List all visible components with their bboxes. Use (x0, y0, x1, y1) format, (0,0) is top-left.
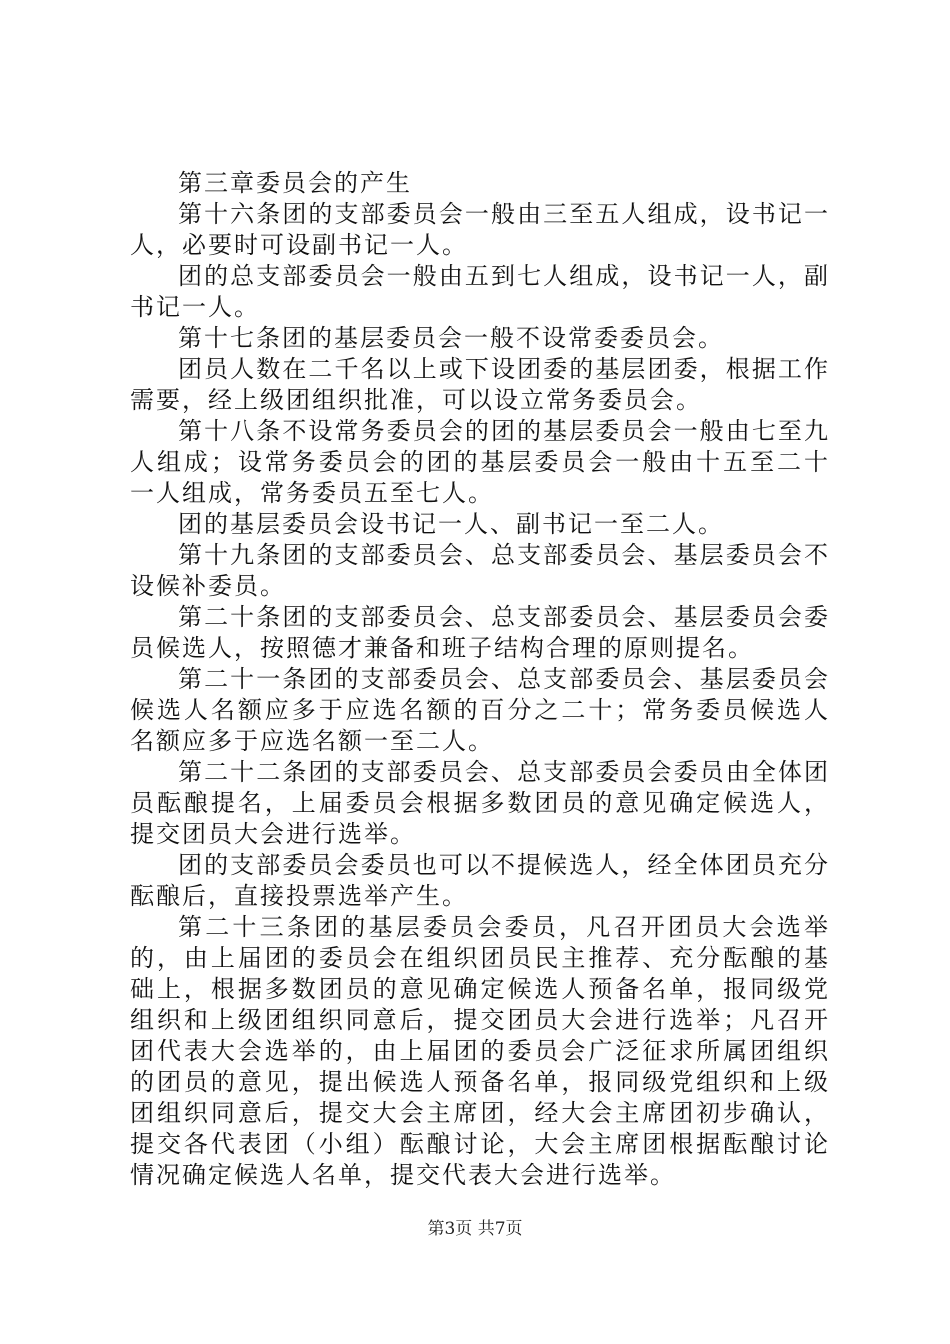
article-17: 第十七条团的基层委员会一般不设常委委员会。 (178, 324, 724, 352)
article-18-paragraph-2: 团的基层委员会设书记一人、副书记一至二人。 (178, 510, 724, 538)
article-18: 第十八条不设常务委员会的团的基层委员会一般由七至九人组成；设常务委员会的团的基层委员会一般由十五至二十一人组成，常务委员五至七人。 (130, 417, 830, 507)
page-footer: 第3页 共7页 (427, 1219, 523, 1239)
article-22: 第二十二条团的支部委员会、总支部委员会委员由全体团员酝酿提名，上届委员会根据多数团员的意见确定候选人，提交团员大会进行选举。 (130, 758, 830, 848)
article-16-paragraph-2: 团的总支部委员会一般由五到七人组成，设书记一人，副书记一人。 (130, 262, 830, 321)
article-21: 第二十一条团的支部委员会、总支部委员会、基层委员会候选人名额应多于应选名额的百分之二十；常务委员候选人名额应多于应选名额一至二人。 (130, 665, 830, 755)
article-16: 第十六条团的支部委员会一般由三至五人组成，设书记一人，必要时可设副书记一人。 (130, 200, 830, 259)
chapter-heading: 第三章委员会的产生 (178, 169, 412, 197)
document-body (130, 168, 830, 1191)
article-23: 第二十三条团的基层委员会委员，凡召开团员大会选举的，由上届团的委员会在组织团员民主推荐、充分酝酿的基础上，根据多数团员的意见确定候选人预备名单，报同级党组织和上级团组织同意后，提交团员大会进行选举；凡召开团代表大会选举的，由上届团的委员会广泛征求所属团组织的团员的意见，提出候选人预备名单，报同级党组织和上级团组织同意后，提交大会主席团，经大会主席团初步确认，提交各代表团（小组）酝酿讨论，大会主席团根据酝酿讨论情况确定候选人名单，提交代表大会进行选举。 (130, 913, 830, 1189)
article-20: 第二十条团的支部委员会、总支部委员会、基层委员会委员候选人，按照德才兼备和班子结构合理的原则提名。 (130, 603, 830, 662)
article-17-paragraph-2: 团员人数在二千名以上或下设团委的基层团委，根据工作需要，经上级团组织批准，可以设立常务委员会。 (130, 355, 830, 414)
article-22-paragraph-2: 团的支部委员会委员也可以不提候选人，经全体团员充分酝酿后，直接投票选举产生。 (130, 851, 830, 910)
article-19: 第十九条团的支部委员会、总支部委员会、基层委员会不设候补委员。 (130, 541, 830, 600)
